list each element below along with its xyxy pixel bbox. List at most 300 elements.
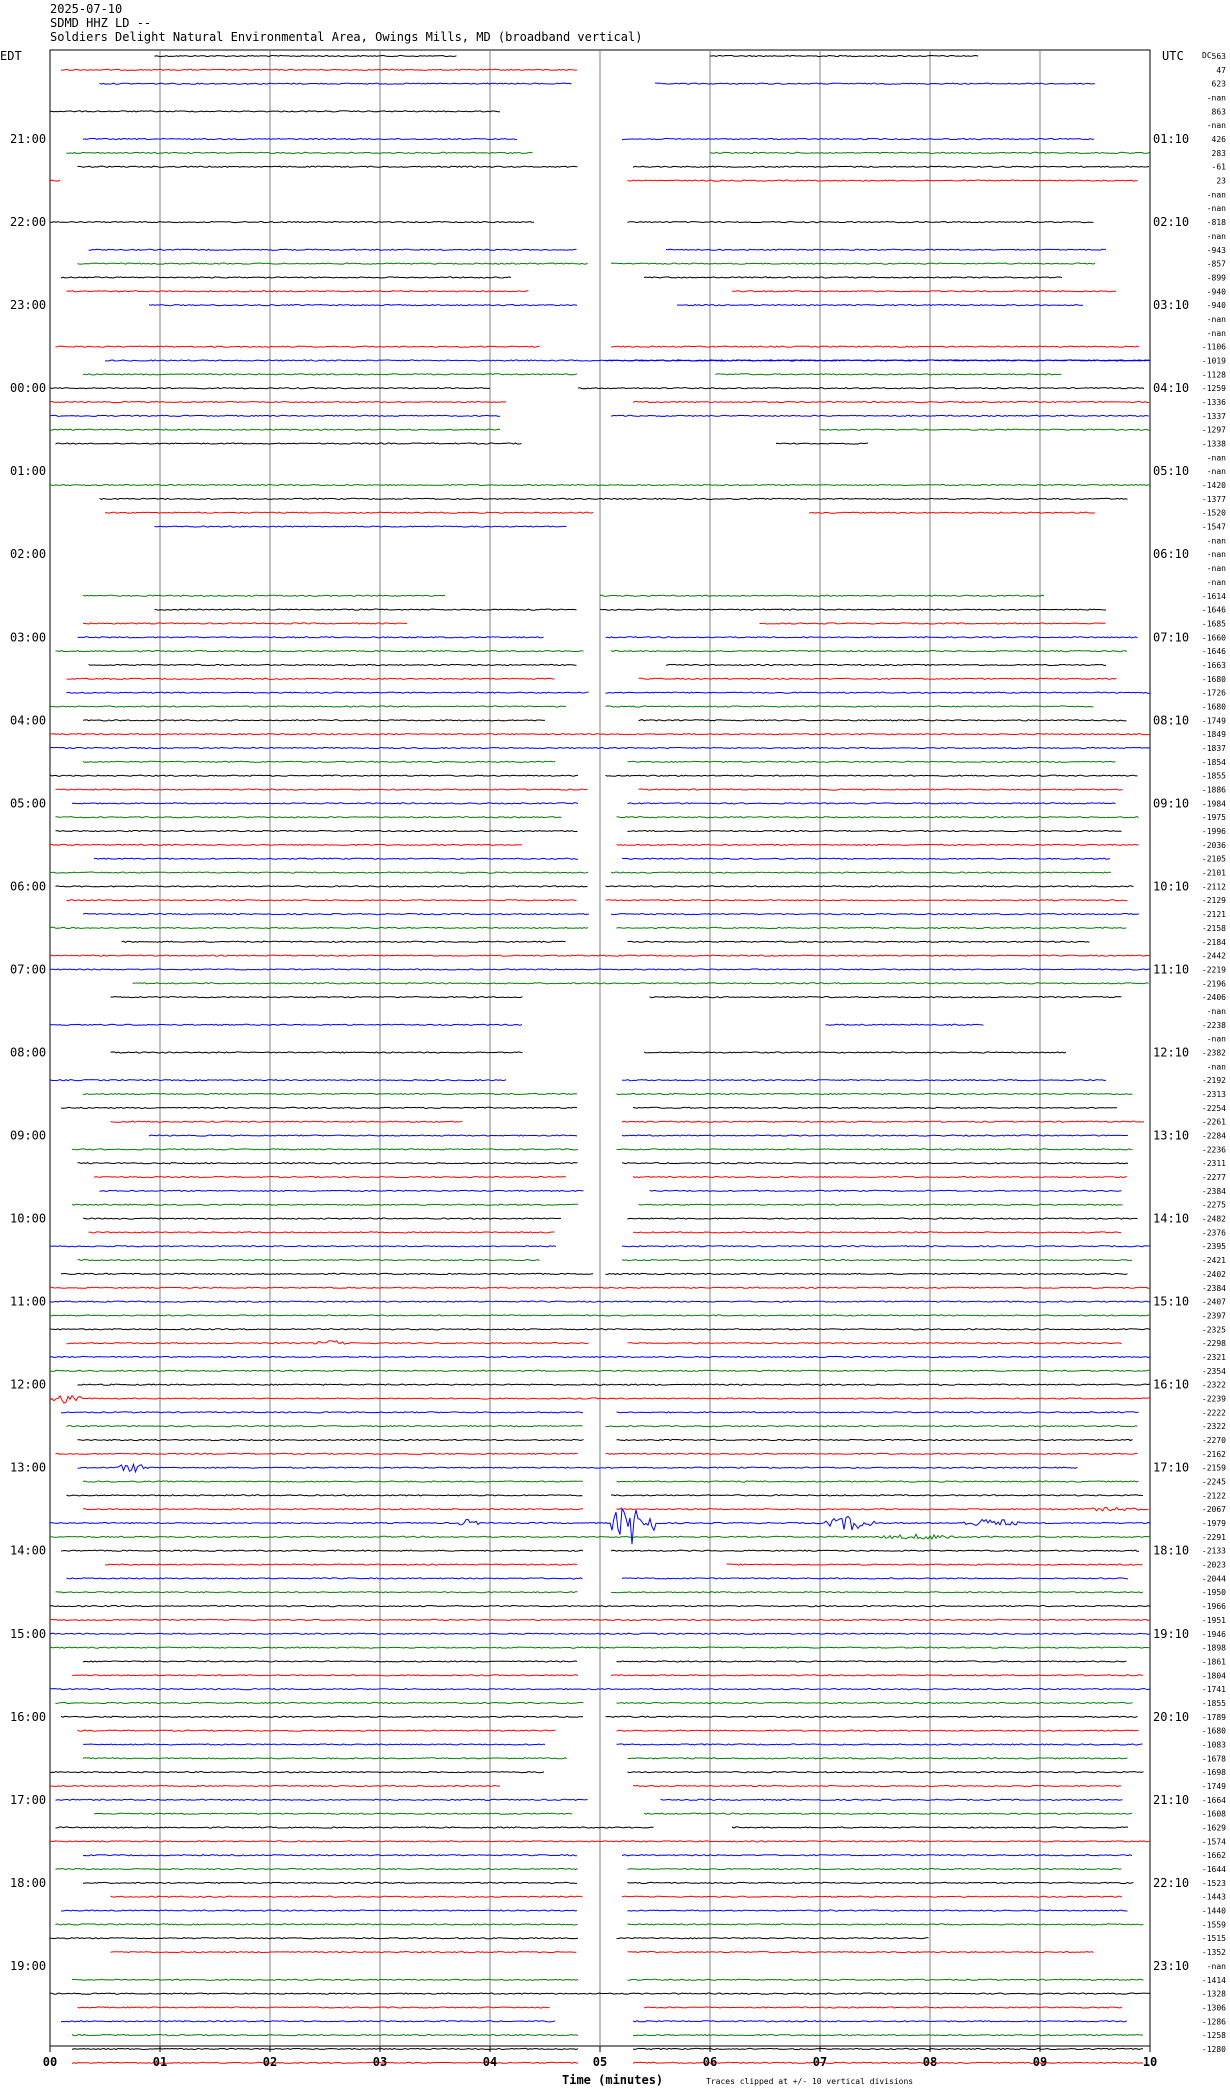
trace-segment (578, 388, 1144, 389)
trace-offset: -1019 (1201, 356, 1226, 366)
trace-segment (50, 429, 500, 430)
trace-offset: -nan (1206, 204, 1226, 214)
trace-offset: -2313 (1201, 1090, 1226, 1099)
trace-segment (56, 443, 522, 444)
hour-label-left: 01:00 (10, 464, 47, 479)
trace-offset: -1984 (1201, 799, 1226, 809)
trace-segment (83, 1093, 577, 1094)
trace-segment (633, 1107, 1117, 1108)
x-tick-label: 01 (152, 2055, 168, 2069)
trace-offset: -nan (1206, 93, 1226, 103)
trace-offset: -1660 (1201, 633, 1226, 643)
trace-segment (50, 1024, 522, 1025)
trace-offset: -1804 (1201, 1671, 1226, 1681)
trace-offset: -2023 (1201, 1560, 1226, 1570)
trace-offset: -nan (1206, 1961, 1226, 1971)
trace-segment (710, 55, 978, 56)
trace-segment (50, 1772, 544, 1773)
trace-offset-labels (1202, 52, 1226, 2054)
hour-label-right: 22:10 (1153, 1875, 1190, 1890)
x-tick-label: 10 (1142, 2055, 1158, 2069)
trace-offset: -2159 (1201, 1463, 1226, 1473)
hour-label-left: 12:00 (10, 1377, 47, 1392)
hour-label-right: 12:10 (1153, 1045, 1190, 1060)
trace-segment (628, 222, 1094, 223)
trace-segment (155, 609, 577, 610)
hour-label-right: 02:10 (1153, 215, 1190, 230)
trace-segment (611, 415, 1149, 416)
trace-segment (617, 1093, 1133, 1094)
trace-segment (89, 249, 577, 250)
trace-segment (83, 374, 577, 375)
trace-segment (628, 1979, 1144, 1980)
hour-label-left: 15:00 (10, 1626, 47, 1641)
trace-offset: -1789 (1201, 1712, 1226, 1722)
trace-offset: -1306 (1201, 2003, 1226, 2013)
trace-segment (94, 1176, 566, 1177)
trace-segment (617, 1507, 1149, 1510)
trace-segment (83, 1661, 577, 1662)
trace-segment (760, 623, 1106, 624)
trace-segment (56, 830, 578, 831)
trace-segment (155, 55, 457, 56)
trace-offset: -2354 (1201, 1366, 1226, 1376)
trace-segment (606, 900, 1128, 901)
trace-segment (78, 1730, 556, 1731)
trace-offset: -2133 (1201, 1546, 1226, 1556)
trace-segment (617, 817, 1139, 818)
trace-segment (67, 1578, 583, 1579)
trace-segment (72, 1204, 578, 1205)
trace-segment (606, 1426, 1138, 1427)
trace-segment (61, 277, 511, 278)
trace-segment (727, 1564, 1143, 1565)
trace-offset: -943 (1206, 245, 1226, 255)
trace-offset: -1520 (1201, 508, 1226, 518)
trace-offset: -1950 (1201, 1588, 1226, 1598)
trace-segment (628, 761, 1116, 762)
trace-offset: -2284 (1201, 1131, 1226, 1141)
trace-segment (89, 1232, 555, 1233)
trace-offset: -1975 (1201, 813, 1226, 823)
trace-offset: -1951 (1201, 1615, 1226, 1625)
trace-offset: -1440 (1201, 1906, 1226, 1916)
trace-segment (611, 346, 1139, 347)
hour-label-left: 05:00 (10, 796, 47, 811)
trace-segment (622, 1246, 1150, 1247)
trace-offset: -1338 (1201, 439, 1226, 449)
trace-offset: -1664 (1201, 1795, 1226, 1805)
trace-segment (56, 1924, 578, 1925)
trace-segment (617, 1439, 1133, 1440)
trace-segment (644, 2007, 1122, 2008)
trace-segment (83, 623, 407, 624)
trace-offset: -1352 (1201, 1948, 1226, 1958)
trace-segment (617, 1412, 1139, 1413)
trace-segment (617, 1938, 929, 1939)
hour-label-left: 23:00 (10, 298, 47, 313)
trace-segment (111, 997, 523, 998)
hour-label-left: 00:00 (10, 381, 47, 396)
trace-segment (111, 1121, 463, 1122)
trace-segment (83, 138, 517, 139)
trace-segment (56, 651, 584, 652)
trace-segment (617, 844, 1139, 845)
trace-segment (100, 498, 1128, 499)
trace-offset: -2322 (1201, 1380, 1226, 1390)
trace-offset: -nan (1206, 564, 1226, 574)
trace-segment (56, 1592, 578, 1593)
trace-segment (628, 1218, 1138, 1219)
trace-segment (67, 678, 555, 679)
trace-segment (122, 941, 566, 942)
trace-segment (633, 1232, 1121, 1233)
trace-segment (61, 1716, 583, 1717)
trace-segment (622, 1135, 1128, 1136)
trace-segment (78, 637, 544, 638)
trace-segment (83, 1218, 561, 1219)
trace-segment (628, 1952, 1094, 1953)
trace-offset: -nan (1206, 536, 1226, 546)
trace-segment (809, 512, 1095, 513)
trace-segment (633, 2021, 1127, 2022)
trace-segment (617, 1730, 1139, 1731)
trace-offset: -1297 (1201, 425, 1226, 435)
trace-segment (67, 291, 529, 292)
trace-segment (78, 1439, 584, 1440)
trace-segment (61, 1273, 593, 1274)
hour-label-right: 14:10 (1153, 1211, 1190, 1226)
trace-offset: -2192 (1201, 1076, 1226, 1086)
trace-segment (716, 374, 1062, 375)
trace-segment (820, 429, 1150, 430)
trace-offset: -nan (1206, 231, 1226, 241)
trace-segment (628, 1758, 1128, 1759)
hour-label-right: 21:10 (1153, 1792, 1190, 1807)
trace-segment (78, 1384, 1150, 1385)
hour-label-left: 04:00 (10, 713, 47, 728)
trace-offset: -2407 (1201, 1297, 1226, 1307)
x-tick-label: 00 (42, 2055, 58, 2069)
trace-segment (61, 2021, 555, 2022)
trace-offset: -1128 (1201, 370, 1226, 380)
trace-offset: -2158 (1201, 923, 1226, 933)
trace-offset: -1614 (1201, 591, 1226, 601)
trace-segment (606, 637, 1138, 638)
trace-offset: -1574 (1201, 1837, 1226, 1847)
trace-segment (611, 1550, 1139, 1551)
trace-offset: -2105 (1201, 854, 1226, 864)
hour-label-right: 05:10 (1153, 464, 1190, 479)
trace-offset: -940 (1206, 301, 1226, 311)
trace-segment (826, 1024, 984, 1025)
trace-segment (622, 1121, 1144, 1122)
trace-offset: -2184 (1201, 937, 1226, 947)
trace-segment (606, 692, 1150, 693)
trace-offset: -1547 (1201, 522, 1226, 532)
trace-segment (72, 2035, 578, 2036)
trace-offset: -nan (1206, 467, 1226, 477)
trace-offset: -nan (1206, 577, 1226, 587)
trace-offset: -1663 (1201, 660, 1226, 670)
trace-segment (94, 1813, 572, 1814)
trace-offset: -1855 (1201, 771, 1226, 781)
trace-offset: -2270 (1201, 1436, 1226, 1445)
trace-segment (622, 858, 1110, 859)
trace-offset: -2219 (1201, 965, 1226, 975)
hour-label-left: 11:00 (10, 1294, 47, 1309)
hour-label-right: 19:10 (1153, 1626, 1190, 1641)
trace-offset: -2129 (1201, 896, 1226, 906)
trace-segment (72, 1979, 578, 1980)
trace-offset: -1698 (1201, 1768, 1226, 1778)
trace-segment (67, 692, 589, 693)
hour-label-right: 04:10 (1153, 381, 1190, 396)
trace-segment (644, 1052, 1066, 1053)
x-tick-label: 08 (922, 2055, 938, 2069)
trace-offset: -1259 (1201, 384, 1226, 394)
trace-segment (639, 789, 1123, 790)
trace-offset: -1559 (1201, 1920, 1226, 1930)
trace-offset: -1608 (1201, 1809, 1226, 1819)
trace-offset: -1855 (1201, 1698, 1226, 1708)
trace-segment (111, 1052, 523, 1053)
trace-segment (72, 2048, 578, 2049)
trace-segment (83, 761, 555, 762)
trace-offset: -1979 (1201, 1519, 1226, 1529)
trace-offset: -940 (1206, 287, 1226, 297)
trace-segment (606, 1453, 1138, 1454)
trace-segment (655, 83, 1095, 84)
trace-segment (628, 1772, 1144, 1773)
hour-label-right: 18:10 (1153, 1543, 1190, 1558)
trace-segment (611, 1675, 1143, 1676)
trace-segment (606, 886, 1134, 887)
trace-segment (628, 1882, 1134, 1883)
trace-segment (628, 1869, 1122, 1870)
trace-offset: -2277 (1201, 1173, 1226, 1183)
trace-offset: -2067 (1201, 1505, 1226, 1515)
trace-offset: -2442 (1201, 951, 1226, 961)
trace-offset: -1854 (1201, 757, 1226, 767)
trace-segment (617, 1481, 1139, 1482)
trace-offset: -1280 (1201, 2044, 1226, 2054)
hour-label-right: 15:10 (1153, 1294, 1190, 1309)
trace-offset: -2395 (1201, 1242, 1226, 1252)
trace-offset: -1861 (1201, 1657, 1226, 1667)
trace-offset: -1946 (1201, 1629, 1226, 1639)
trace-offset: -2291 (1201, 1532, 1226, 1542)
x-tick-label: 07 (812, 2055, 828, 2069)
trace-segment (83, 1882, 577, 1883)
trace-segment (100, 83, 572, 84)
trace-offset: -nan (1206, 550, 1226, 560)
hour-label-right: 08:10 (1153, 713, 1190, 728)
trace-segment (732, 291, 1116, 292)
hour-label-left: 14:00 (10, 1543, 47, 1558)
hour-label-left: 13:00 (10, 1460, 47, 1475)
trace-segment (776, 443, 868, 444)
trace-segment (67, 1426, 583, 1427)
trace-offset: -2384 (1201, 1186, 1226, 1196)
trace-offset: -1646 (1201, 605, 1226, 615)
trace-segment (56, 789, 588, 790)
trace-offset: -1328 (1201, 1989, 1226, 1999)
trace-segment (622, 1896, 1122, 1897)
trace-segment (628, 941, 1090, 942)
trace-offset: -1680 (1201, 1726, 1226, 1736)
trace-offset: 23 (1216, 176, 1226, 186)
trace-offset: -2112 (1201, 882, 1226, 892)
trace-offset: -nan (1206, 190, 1226, 200)
trace-segment (606, 1716, 1138, 1717)
trace-segment (644, 1813, 1132, 1814)
trace-offset: 863 (1211, 107, 1226, 117)
trace-segment (644, 277, 1062, 278)
hour-label-left: 18:00 (10, 1875, 47, 1890)
x-tick-label: 05 (592, 2055, 608, 2069)
trace-offset: -nan (1206, 328, 1226, 338)
trace-offset: -899 (1206, 273, 1226, 283)
clip-note: Traces clipped at +/- 10 vertical divisions (706, 2077, 914, 2086)
trace-segment (50, 415, 500, 416)
hour-label-right: 23:10 (1153, 1958, 1190, 1973)
trace-offset: -1258 (1201, 2031, 1226, 2041)
trace-offset: -2222 (1201, 1408, 1226, 1418)
trace-offset: -2376 (1201, 1228, 1226, 1238)
trace-offset: -1286 (1201, 2017, 1226, 2027)
trace-segment (50, 111, 500, 112)
trace-offset: -2044 (1201, 1574, 1226, 1584)
x-tick-label: 06 (702, 2055, 718, 2069)
trace-segment (622, 138, 1094, 139)
trace-segment (617, 1744, 1143, 1745)
trace-offset: 283 (1211, 148, 1226, 158)
trace-segment (611, 872, 1111, 873)
trace-offset: -1898 (1201, 1643, 1226, 1653)
trace-offset: -2397 (1201, 1311, 1226, 1321)
trace-segment (78, 1464, 1078, 1472)
trace-offset: -2384 (1201, 1283, 1226, 1293)
trace-segment (78, 263, 588, 264)
trace-segment (83, 1758, 567, 1759)
hour-label-right: 03:10 (1153, 298, 1190, 313)
hour-label-right: 16:10 (1153, 1377, 1190, 1392)
trace-segment (628, 830, 1122, 831)
trace-segment (639, 720, 1127, 721)
trace-segment (50, 872, 588, 873)
trace-segment (111, 1896, 583, 1897)
trace-offset: -1443 (1201, 1892, 1226, 1902)
trace-segment (661, 1799, 1123, 1800)
trace-segment (133, 983, 1149, 984)
trace-offset: -2311 (1201, 1159, 1226, 1169)
trace-offset: -1083 (1201, 1740, 1226, 1750)
trace-offset: -2406 (1201, 993, 1226, 1003)
trace-offset: -2036 (1201, 840, 1226, 850)
trace-segment (50, 844, 522, 845)
hour-label-left: 22:00 (10, 215, 47, 230)
trace-segment (56, 1869, 578, 1870)
trace-segment (606, 775, 1138, 776)
trace-segment (628, 180, 1138, 181)
trace-segment (628, 1924, 1144, 1925)
trace-segment (72, 2062, 578, 2063)
trace-segment (611, 651, 1127, 652)
trace-segment (89, 664, 577, 665)
trace-segment (56, 1453, 578, 1454)
trace-offset: -1646 (1201, 647, 1226, 657)
trace-segment (83, 1744, 545, 1745)
trace-offset: -2236 (1201, 1145, 1226, 1155)
trace-segment (105, 512, 593, 513)
trace-segment (617, 1149, 1133, 1150)
trace-offset: -1849 (1201, 730, 1226, 740)
trace-offset: -1886 (1201, 785, 1226, 795)
trace-offset: -857 (1206, 259, 1226, 269)
hour-label-right: 20:10 (1153, 1709, 1190, 1724)
trace-offset: -2122 (1201, 1491, 1226, 1501)
trace-segment (61, 1910, 577, 1911)
trace-offset: -1515 (1201, 1934, 1226, 1944)
trace-offset: -2254 (1201, 1103, 1226, 1113)
right-hour-labels (1153, 132, 1189, 1973)
trace-segment (611, 263, 1095, 264)
trace-segment (50, 1938, 578, 1939)
hour-label-right: 10:10 (1153, 879, 1190, 894)
trace-segment (83, 1855, 577, 1856)
trace-segment (83, 595, 445, 596)
trace-offset: -2101 (1201, 868, 1226, 878)
trace-offset: -2482 (1201, 1214, 1226, 1224)
trace-segment (617, 1702, 1133, 1703)
trace-offset: -1966 (1201, 1602, 1226, 1612)
trace-segment (50, 180, 60, 181)
hour-label-left: 08:00 (10, 1045, 47, 1060)
trace-segment (50, 775, 578, 776)
trace-segment (56, 1702, 584, 1703)
hour-label-left: 21:00 (10, 132, 47, 147)
trace-offset: -2421 (1201, 1256, 1226, 1266)
trace-segment (149, 305, 577, 306)
trace-segment (622, 1163, 1128, 1164)
trace-offset: -1377 (1201, 494, 1226, 504)
trace-offset: -1749 (1201, 1782, 1226, 1791)
plot-date: 2025-07-10 (50, 2, 123, 16)
trace-offset: -818 (1206, 218, 1226, 228)
trace-segment (611, 1495, 1143, 1496)
trace-offset: -1106 (1201, 342, 1226, 352)
trace-segment (50, 747, 1150, 748)
trace-segment (78, 1163, 578, 1164)
trace-offset: -1837 (1201, 744, 1226, 753)
trace-segment (67, 1495, 583, 1496)
trace-segment (83, 1509, 583, 1510)
trace-segment (611, 1592, 1143, 1593)
hour-label-right: 06:10 (1153, 547, 1190, 562)
trace-segment (677, 305, 1083, 306)
trace-segment (650, 997, 1122, 998)
left-hour-labels (10, 132, 46, 1973)
trace-segment (622, 1260, 1132, 1261)
x-tick-label: 09 (1032, 2055, 1048, 2069)
trace-offset: -1680 (1201, 674, 1226, 684)
trace-offset: -nan (1206, 314, 1226, 324)
trace-segment (61, 1550, 583, 1551)
trace-segment (633, 1785, 1121, 1786)
trace-segment (50, 1246, 556, 1247)
trace-segment (61, 1107, 577, 1108)
